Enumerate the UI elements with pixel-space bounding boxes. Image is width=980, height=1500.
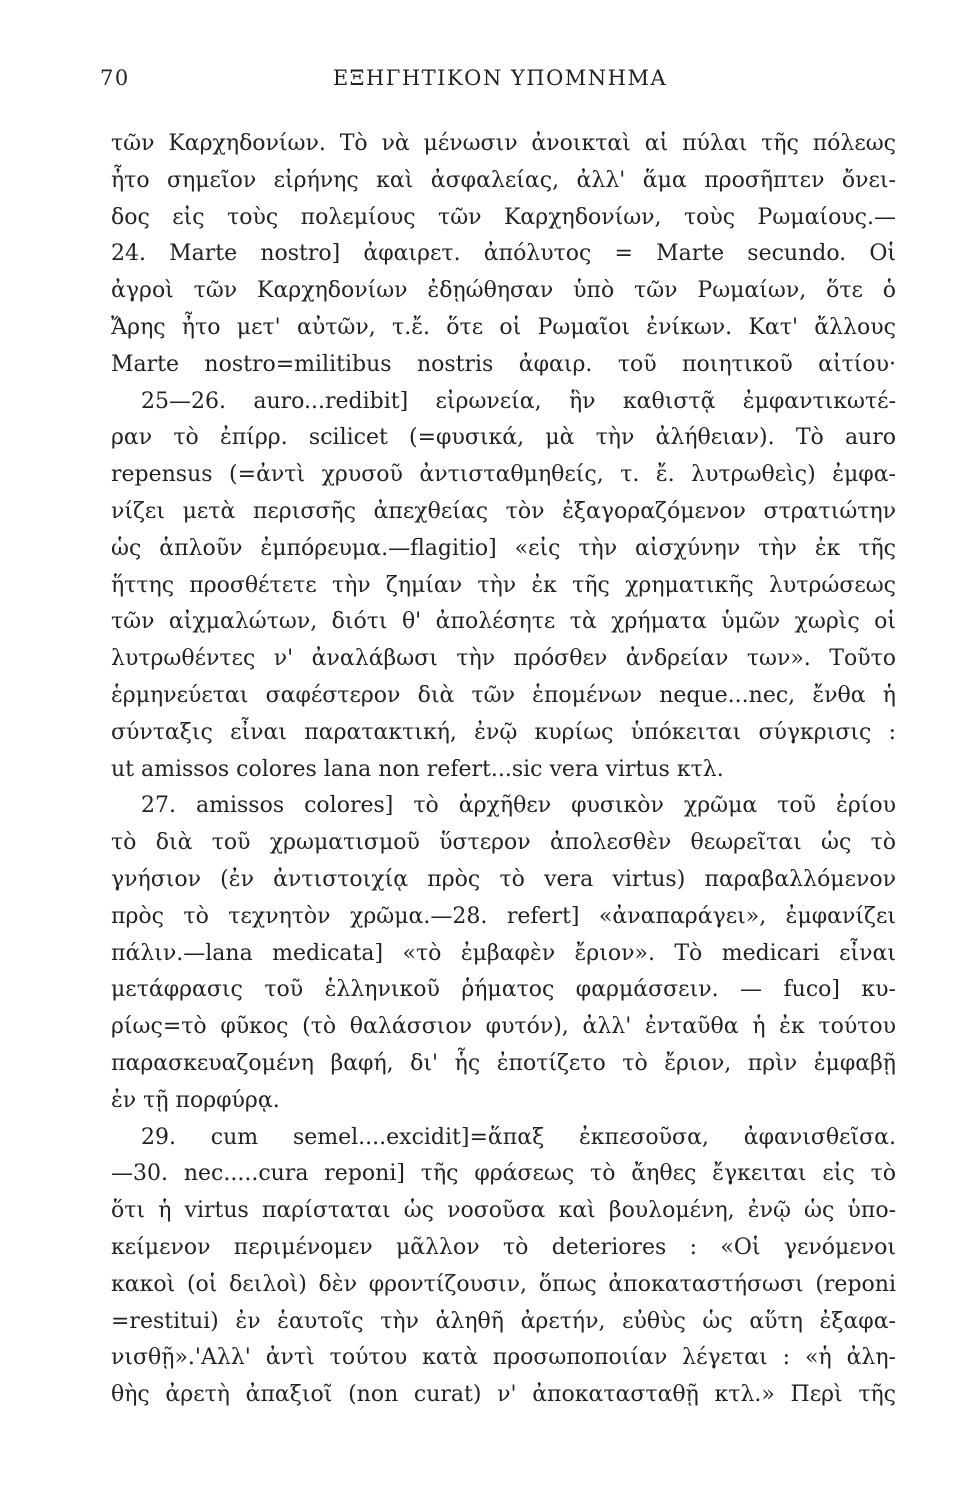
- text-line: μετάφρασις τοῦ ἑλληνικοῦ ῥήματος φαρμάσσειν. — fuco] κυ-: [111, 977, 896, 1003]
- text-line: =restitui) ἐν ἑαυτοῖς τὴν ἀληθῆ ἀρετήν, εὐθὺς ὡς αὕτη ἐξαφα-: [111, 1308, 896, 1334]
- text-line: πρὸς τὸ τεχνητὸν χρῶμα.—28. refert] «ἀναπαράγει», ἐμφανίζει: [111, 903, 896, 929]
- text-line: θὴς ἀρετὴ ἀπαξιοῖ (non curat) ν' ἀποκατασταθῇ κτλ.» Περὶ τῆς: [111, 1382, 896, 1408]
- text-line: δος εἰς τοὺς πολεμίους τῶν Καρχηδονίων, τοὺς Ρωμαίους.—: [111, 204, 896, 230]
- text-line: ἦτο σημεῖον εἰρήνης καὶ ἀσφαλείας, ἀλλ' ἅμα προσῆπτεν ὄνει-: [111, 167, 896, 193]
- text-line: παρασκευαζομένη βαφή, δι' ἧς ἐποτίζετο τὸ ἔριον, πρὶν ἐμφαβῇ: [111, 1050, 896, 1076]
- text-line: ἑρμηνεύεται σαφέστερον διὰ τῶν ἑπομένων neque...nec, ἔνθα ἡ: [111, 682, 896, 708]
- text-line: γνήσιον (ἐν ἀντιστοιχίᾳ πρὸς τὸ vera virtus) παραβαλλόμενον: [111, 866, 896, 892]
- text-line: ραν τὸ ἐπίρρ. scilicet (=φυσικά, μὰ τὴν ἀλήθειαν). Τὸ auro: [111, 425, 896, 451]
- text-line: κείμενον περιμένομεν μᾶλλον τὸ deteriores : «Οἱ γενόμενοι: [111, 1234, 896, 1260]
- text-line: ἀγροὶ τῶν Καρχηδονίων ἐδῃώθησαν ὑπὸ τῶν Ρωμαίων, ὅτε ὁ: [111, 278, 896, 304]
- text-line: 27. amissos colores] τὸ ἀρχῆθεν φυσικὸν χρῶμα τοῦ ἐρίου: [141, 793, 896, 819]
- page-header: [100, 66, 900, 96]
- text-line: 24. Marte nostro] ἀφαιρετ. ἀπόλυτος = Marte secundo. Οἱ: [111, 241, 896, 267]
- page-number: 70: [100, 66, 130, 90]
- commentary-text: [111, 126, 896, 1414]
- text-line: ρίως=τὸ φῦκος (τὸ θαλάσσιον φυτόν), ἀλλ' ἐνταῦθα ἡ ἐκ τούτου: [111, 1014, 896, 1040]
- text-line: λυτρωθέντες ν' ἀναλάβωσι τὴν πρόσθεν ἀνδρείαν των». Τοῦτο: [111, 646, 896, 672]
- text-line: Marte nostro=militibus nostris ἀφαιρ. τοῦ ποιητικοῦ αἰτίου·: [111, 351, 896, 377]
- text-line: πάλιν.—lana medicata] «τὸ ἐμβαφὲν ἔριον». Τὸ medicari εἶναι: [111, 940, 896, 966]
- text-line: ὡς ἁπλοῦν ἐμπόρευμα.—flagitio] «εἰς τὴν αἰσχύνην τὴν ἐκ τῆς: [111, 535, 896, 561]
- text-line: τῶν αἰχμαλώτων, διότι θ' ἀπολέσητε τὰ χρήματα ὑμῶν χωρὶς οἱ: [111, 609, 896, 635]
- text-line: ὅτι ἡ virtus παρίσταται ὡς νοσοῦσα καὶ βουλομένη, ἐνῷ ὡς ὑπο-: [111, 1198, 896, 1224]
- text-line: νισθῇ».'Αλλ' ἀντὶ τούτου κατὰ προσωποποιίαν λέγεται : «ἡ ἀλη-: [111, 1345, 896, 1371]
- text-line: Ἄρης ἦτο μετ' αὐτῶν, τ.ἔ. ὅτε οἱ Ρωμαῖοι ἐνίκων. Κατ' ἄλλους: [111, 314, 896, 340]
- text-line: repensus (=ἀντὶ χρυσοῦ ἀντισταθμηθείς, τ. ἔ. λυτρωθεὶς) ἐμφα-: [111, 462, 896, 488]
- text-line: 25—26. auro...redibit] εἰρωνεία, ἣν καθιστᾷ ἐμφαντικωτέ-: [141, 388, 896, 414]
- text-line: τῶν Καρχηδονίων. Τὸ νὰ μένωσιν ἀνοικταὶ αἱ πύλαι τῆς πόλεως: [111, 131, 896, 156]
- text-line: τὸ διὰ τοῦ χρωματισμοῦ ὕστερον ἀπολεσθὲν θεωρεῖται ὡς τὸ: [111, 830, 896, 856]
- text-line: ἥττης προσθέτετε τὴν ζημίαν τὴν ἐκ τῆς χρηματικῆς λυτρώσεως: [111, 572, 896, 598]
- text-line: ut amissos colores lana non refert...sic vera virtus κτλ.: [111, 756, 724, 782]
- text-line: κακοὶ (οἱ δειλοὶ) δὲν φροντίζουσιν, ὅπως ἀποκαταστήσωσι (reponi: [111, 1271, 896, 1297]
- text-line: ἐν τῇ πορφύρᾳ.: [111, 1087, 280, 1113]
- text-line: σύνταξις εἶναι παρατακτική, ἐνῷ κυρίως ὑπόκειται σύγκρισις :: [111, 719, 896, 745]
- running-title: ΕΞΗΓΗΤΙΚΟΝ ΥΠΟΜΝΗΜΑ: [332, 66, 668, 90]
- text-line: νίζει μετὰ περισσῆς ἀπεχθείας τὸν ἐξαγοραζόμενον στρατιώτην: [111, 498, 896, 524]
- text-line: 29. cum semel....excidit]=ἅπαξ ἐκπεσοῦσα, ἀφανισθεῖσα.: [141, 1124, 896, 1150]
- text-line: —30. nec.....cura reponi] τῆς φράσεως τὸ ἄηθες ἔγκειται εἰς τὸ: [111, 1161, 896, 1187]
